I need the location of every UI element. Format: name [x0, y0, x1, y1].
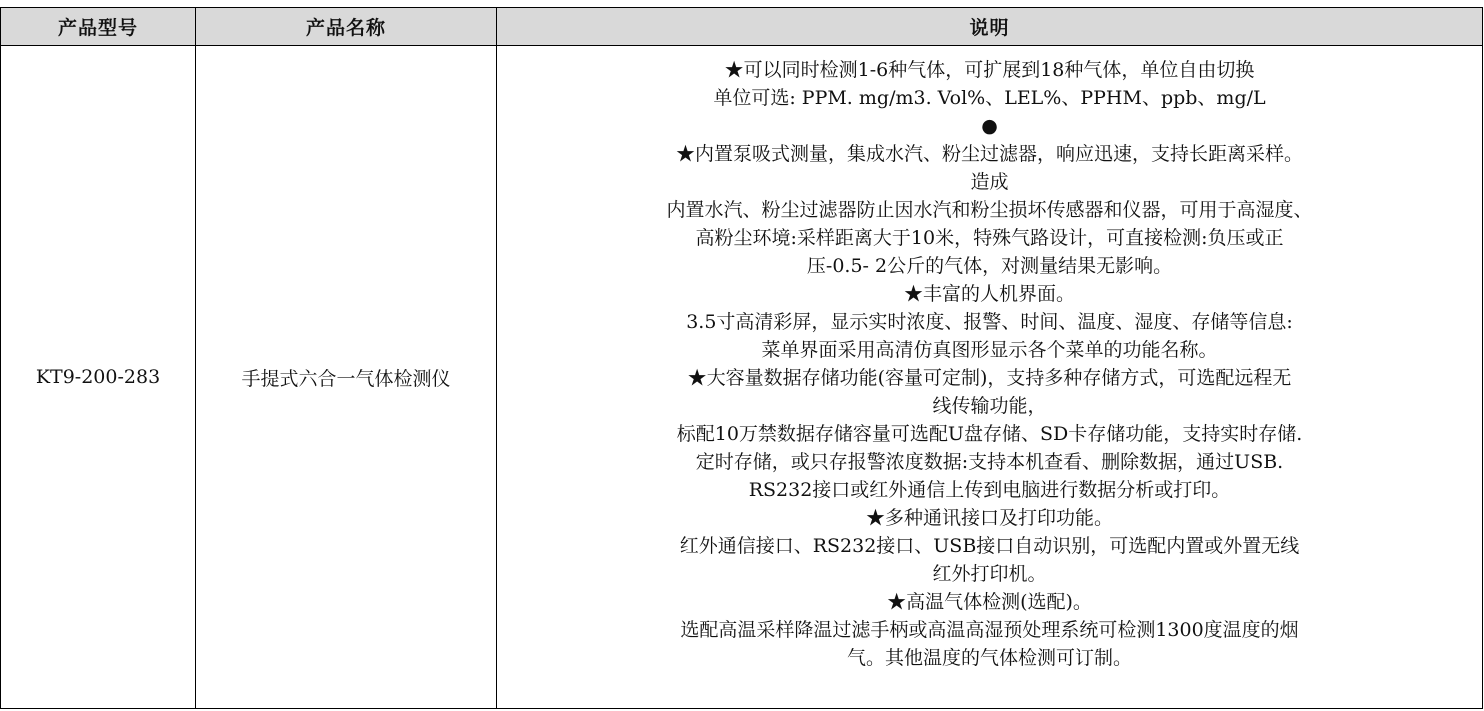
- description-line: ★可以同时检测1-6种气体，可扩展到18种气体，单位自由切换: [724, 59, 1255, 81]
- description-line: 单位可选: PPM. mg/m3. Vol%、LEL%、PPHM、ppb、mg/L: [713, 87, 1266, 109]
- description-line: 气。其他温度的气体检测可订制。: [846, 647, 1132, 669]
- bullet-dot: ●: [981, 115, 998, 137]
- description-line: 标配10万禁数据存储容量可选配U盘存储、SD卡存储功能，支持实时存储.: [676, 423, 1303, 445]
- description-line: 高粉尘环境:采样距离大于10米，特殊气路设计，可直接检测:负压或正: [695, 227, 1284, 249]
- description-line: 红外通信接口、RS232接口、USB接口自动识别，可选配内置或外置无线: [679, 535, 1300, 557]
- product-model-cell: KT9-200-283: [1, 46, 196, 709]
- header-name: 产品名称: [196, 8, 497, 46]
- description-line: 内置水汽、粉尘过滤器防止因水汽和粉尘损坏传感器和仪器，可用于高湿度、: [666, 199, 1313, 221]
- description-line: ★内置泵吸式测量，集成水汽、粉尘过滤器，响应迅速，支持长距离采样。: [675, 143, 1303, 165]
- product-name-cell: 手提式六合一气体检测仪: [196, 46, 497, 709]
- description-line: 造成: [970, 171, 1009, 193]
- product-spec-table: [0, 7, 1483, 709]
- header-row: [1, 8, 1483, 46]
- table-row: [1, 46, 1483, 709]
- description-line: ★大容量数据存储功能(容量可定制)，支持多种存储方式，可选配远程无: [687, 367, 1292, 389]
- description-line: 红外打印机。: [932, 563, 1047, 585]
- header-model: 产品型号: [1, 8, 196, 46]
- description-line: 压-0.5- 2公斤的气体，对测量结果无影响。: [806, 255, 1173, 277]
- description-block: [590, 46, 1390, 672]
- product-description-cell: [497, 46, 1483, 709]
- description-line: ★高温气体检测(选配)。: [887, 591, 1092, 613]
- description-line: RS232接口或红外通信上传到电脑进行数据分析或打印。: [748, 479, 1231, 501]
- description-line: 定时存储，或只存报警浓度数据:支持本机查看、删除数据，通过USB.: [695, 451, 1284, 473]
- header-description: 说明: [497, 8, 1483, 46]
- description-line: 线传输功能，: [932, 395, 1047, 417]
- description-line: 选配高温采样降温过滤手柄或高温高湿预处理系统可检测1300度温度的烟: [680, 619, 1299, 641]
- description-line: ★多种通讯接口及打印功能。: [865, 507, 1113, 529]
- description-line: 菜单界面采用高清仿真图形显示各个菜单的功能名称。: [761, 339, 1218, 361]
- description-line: ★丰富的人机界面。: [903, 283, 1075, 305]
- description-line: 3.5寸高清彩屏，显示实时浓度、报警、时间、温度、湿度、存储等信息:: [686, 311, 1293, 333]
